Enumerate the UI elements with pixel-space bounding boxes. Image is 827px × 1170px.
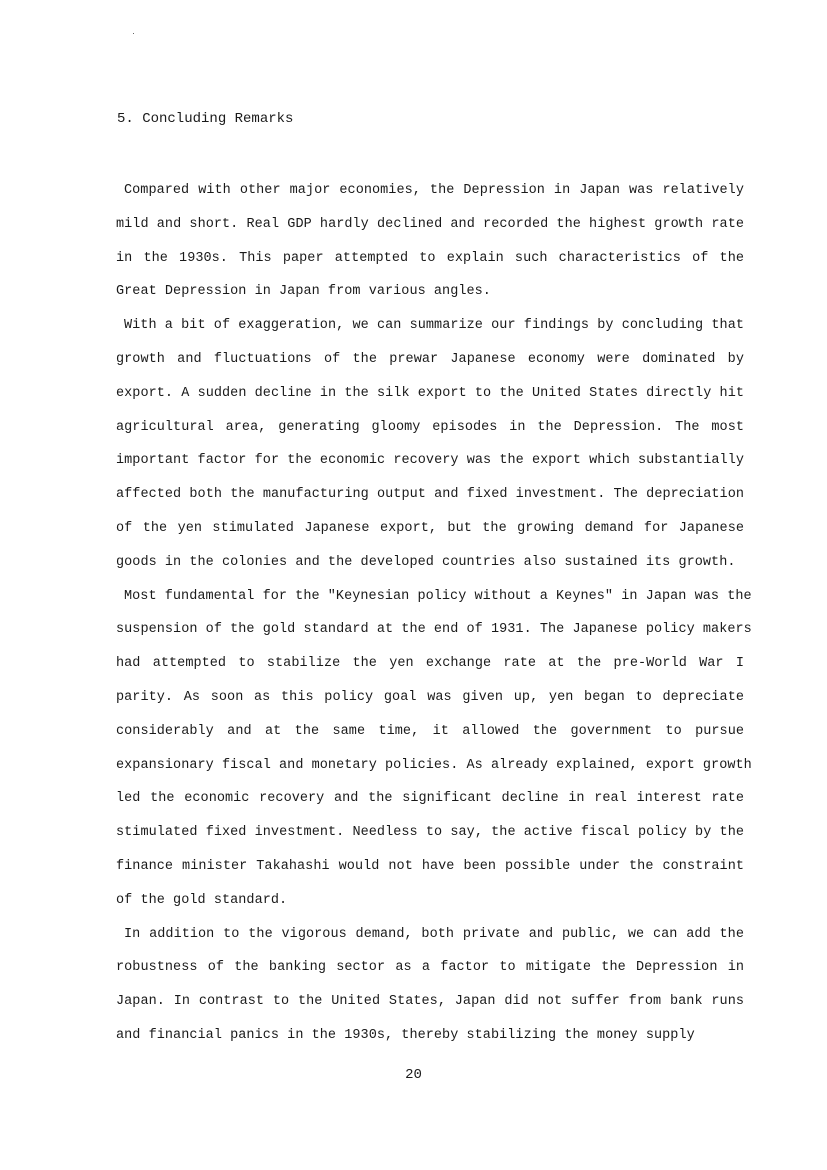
- text-line: suspension of the gold standard at the end of 1931. The Japanese policy makers: [116, 622, 752, 638]
- text-line: considerably and at the same time, it allowed the government to pursue: [116, 723, 744, 739]
- text-line: affected both the manufacturing output and fixed investment. The depreciation: [116, 487, 744, 503]
- text-line: growth and fluctuations of the prewar Japanese economy were dominated by: [116, 351, 744, 367]
- text-line: mild and short. Real GDP hardly declined and recorded the highest growth rate: [116, 216, 744, 232]
- text-line: expansionary fiscal and monetary policies. As already explained, export growth: [116, 757, 752, 773]
- text-line: stimulated fixed investment. Needless to say, the active fiscal policy by the: [116, 825, 744, 841]
- text-line: in the 1930s. This paper attempted to explain such characteristics of the: [116, 250, 744, 266]
- text-line: of the gold standard.: [116, 892, 288, 908]
- text-line: important factor for the economic recovery was the export which substantially: [116, 453, 744, 469]
- text-line: robustness of the banking sector as a factor to mitigate the Depression in: [116, 960, 744, 976]
- text-line: With a bit of exaggeration, we can summarize our findings by concluding that: [124, 318, 744, 334]
- text-line: goods in the colonies and the developed countries also sustained its growth.: [116, 554, 736, 570]
- text-line: of the yen stimulated Japanese export, but the growing demand for Japanese: [116, 520, 744, 536]
- text-line: export. A sudden decline in the silk export to the United States directly hit: [116, 385, 744, 401]
- text-line: Great Depression in Japan from various angles.: [116, 284, 491, 300]
- text-line: agricultural area, generating gloomy episodes in the Depression. The most: [116, 419, 744, 435]
- text-line: Compared with other major economies, the Depression in Japan was relatively: [124, 183, 744, 198]
- text-line: had attempted to stabilize the yen exchange rate at the pre-World War I: [116, 656, 744, 672]
- text-line: finance minister Takahashi would not have been possible under the constraint: [116, 858, 744, 874]
- text-line: In addition to the vigorous demand, both private and public, we can add the: [124, 926, 744, 942]
- text-line: parity. As soon as this policy goal was given up, yen began to depreciate: [116, 689, 744, 705]
- text-line: Most fundamental for the "Keynesian policy without a Keynes" in Japan was the: [124, 588, 752, 604]
- text-line: and financial panics in the 1930s, thereby stabilizing the money supply: [116, 1027, 695, 1043]
- scan-speck: [133, 33, 134, 34]
- text-line: led the economic recovery and the significant decline in real interest rate: [116, 791, 744, 807]
- section-heading: 5. Concluding Remarks: [117, 111, 294, 127]
- body-text: [116, 174, 752, 1053]
- text-line: Japan. In contrast to the United States, Japan did not suffer from bank runs: [116, 994, 744, 1010]
- page-number: 20: [405, 1067, 422, 1083]
